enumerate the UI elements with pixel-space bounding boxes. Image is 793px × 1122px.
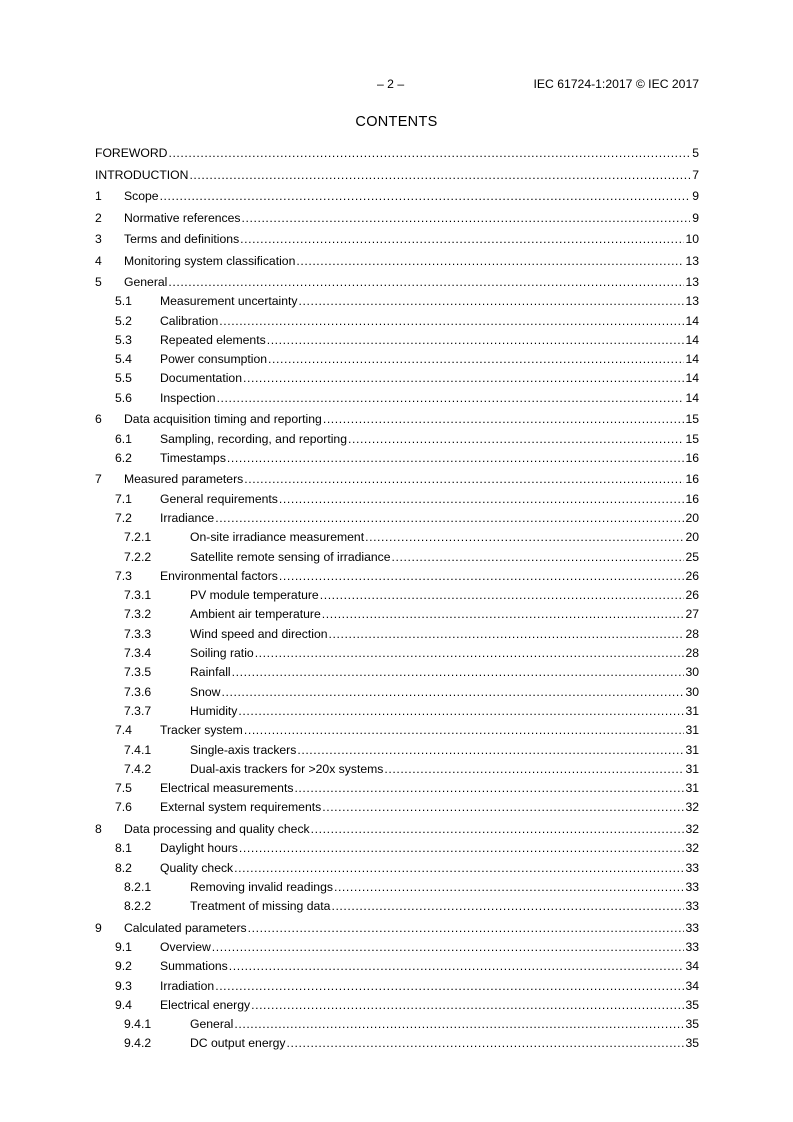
toc-entry-number: 5.2 (115, 313, 132, 328)
dot-leader (217, 391, 685, 406)
toc-entry-title: Power consumption (160, 352, 268, 367)
toc-entry-number: 5.6 (115, 390, 132, 405)
toc-entry-page: 32 (685, 841, 699, 856)
toc-entry-page: 14 (685, 313, 699, 328)
dot-leader (215, 511, 684, 526)
toc-entry-number: 6 (95, 412, 102, 427)
toc-entry-number: 7.3.1 (124, 588, 152, 603)
toc-entry-page: 13 (685, 294, 699, 309)
toc-entry-number: 9.3 (115, 978, 132, 993)
page-header (95, 77, 699, 93)
toc-entry-page: 14 (685, 352, 699, 367)
dot-leader (255, 646, 685, 661)
toc-entry-number: 5.3 (115, 332, 132, 347)
toc-entry-title: INTRODUCTION (95, 167, 189, 182)
toc-entry-title: Treatment of missing data (190, 899, 331, 914)
dot-leader (329, 627, 685, 642)
toc-entry-page: 33 (685, 860, 699, 875)
toc-entry-page: 9 (692, 189, 699, 203)
toc-entry-title: Environmental factors (160, 568, 278, 583)
toc-entry-number: 7.2 (115, 510, 132, 525)
toc-entry[interactable] (95, 704, 699, 719)
toc-entry-page: 33 (685, 920, 699, 935)
toc-entry-title: Terms and definitions (124, 232, 240, 246)
toc-entry-number: 8.1 (115, 841, 132, 856)
toc-entry-page: 31 (685, 703, 699, 718)
toc-entry-title: Irradiation (160, 978, 215, 993)
toc-entry-title: Ambient air temperature (190, 607, 321, 622)
toc-entry-title: External system requirements (160, 800, 322, 815)
toc-entry-number: 7.3.4 (124, 646, 152, 661)
toc-entry-page: 34 (685, 978, 699, 993)
toc-entry-page: 7 (692, 167, 699, 182)
toc-entry-title: Electrical measurements (160, 781, 294, 796)
toc-entry-page: 30 (685, 684, 699, 699)
toc-entry[interactable] (95, 511, 699, 526)
toc-entry-number: 9.2 (115, 959, 132, 974)
toc-entry-number: 7.2.2 (124, 549, 152, 564)
toc-entry-page: 9 (692, 210, 699, 225)
toc-entry-page: 20 (685, 510, 699, 525)
toc-entry[interactable] (95, 1036, 699, 1051)
dot-leader (297, 743, 684, 758)
toc-entry[interactable] (95, 530, 699, 545)
toc-entry[interactable] (95, 781, 699, 796)
toc-entry-page: 26 (685, 588, 699, 603)
toc-entry-title: Calculated parameters (124, 920, 247, 935)
toc-entry[interactable] (95, 451, 699, 466)
toc-entry-number: 7.5 (115, 781, 132, 796)
dot-leader (160, 189, 690, 204)
toc-entry-page: 35 (685, 997, 699, 1012)
toc-entry-title: Irradiance (160, 510, 215, 525)
toc-entry-page: 15 (685, 431, 699, 446)
toc-entry-number: 7.3.7 (124, 703, 152, 718)
toc-entry-page: 32 (685, 800, 699, 815)
dot-leader (365, 530, 684, 545)
toc-entry-page: 16 (685, 491, 699, 506)
dot-leader (215, 979, 684, 994)
dot-leader (242, 211, 690, 226)
toc-entry-page: 35 (685, 1017, 699, 1032)
toc-entry-number: 7.3.2 (124, 607, 152, 622)
dot-leader (331, 899, 684, 914)
toc-entry-number: 7.3 (115, 568, 132, 583)
toc-entry-title: Inspection (160, 390, 216, 405)
toc-entry-title: On-site irradiance measurement (190, 530, 365, 545)
toc-entry-title: Documentation (160, 371, 242, 386)
contents-title: CONTENTS (355, 114, 438, 130)
dot-leader (222, 685, 685, 700)
toc-entry-number: 7.3.5 (124, 665, 152, 680)
toc-entry[interactable] (95, 275, 699, 290)
toc-entry[interactable] (95, 665, 699, 680)
toc-entry[interactable] (95, 762, 699, 777)
toc-entry-number: 5 (95, 275, 102, 289)
toc-entry-title: Scope (124, 189, 159, 203)
toc-entry-title: Calibration (160, 313, 219, 328)
toc-entry-title: Soiling ratio (190, 646, 254, 661)
toc-entry[interactable] (95, 646, 699, 661)
toc-entry-page: 33 (685, 939, 699, 954)
toc-entry-number: 9 (95, 920, 102, 935)
toc-entry[interactable] (95, 189, 699, 204)
dot-leader (168, 146, 690, 161)
toc-entry[interactable] (95, 314, 699, 329)
toc-entry-title: Electrical energy (160, 997, 251, 1012)
toc-entry[interactable] (95, 588, 699, 603)
toc-entry-title: Satellite remote sensing of irradiance (190, 549, 391, 564)
toc-entry-number: 8.2.1 (124, 879, 152, 894)
toc-entry-title: General requirements (160, 491, 278, 506)
standard-reference: IEC 61724-1:2017 © IEC 2017 (533, 77, 699, 91)
dot-leader (219, 314, 684, 329)
toc-entry[interactable] (95, 959, 699, 974)
dot-leader (323, 412, 685, 427)
toc-entry[interactable] (95, 979, 699, 994)
dot-leader (229, 959, 685, 974)
toc-entry-page: 28 (685, 646, 699, 661)
toc-entry-title: Dual-axis trackers for >20x systems (190, 761, 384, 776)
toc-entry-page: 31 (685, 761, 699, 776)
toc-entry-page: 15 (685, 412, 699, 427)
dot-leader (248, 921, 685, 936)
toc-entry[interactable] (95, 921, 699, 936)
toc-entry-page: 31 (685, 781, 699, 796)
toc-entry-page: 31 (685, 742, 699, 757)
toc-entry[interactable] (95, 861, 699, 876)
dot-leader (234, 861, 684, 876)
dot-leader (244, 472, 684, 487)
toc-entry-number: 7.3.6 (124, 684, 152, 699)
toc-entry-number: 1 (95, 189, 102, 203)
toc-entry[interactable] (95, 432, 699, 447)
toc-entry-title: General (190, 1017, 234, 1032)
toc-entry-number: 7.1 (115, 491, 132, 506)
toc-entry-page: 14 (685, 332, 699, 347)
toc-entry[interactable] (95, 254, 699, 269)
dot-leader (168, 275, 684, 290)
toc-entry[interactable] (95, 371, 699, 386)
toc-entry-title: General (124, 275, 168, 289)
toc-entry-number: 5.5 (115, 371, 132, 386)
dot-leader (384, 762, 684, 777)
dot-leader (322, 607, 685, 622)
toc-entry-number: 7.4.1 (124, 742, 152, 757)
dot-leader (240, 232, 684, 247)
toc-entry-title: Humidity (190, 703, 238, 718)
toc-entry-number: 8.2 (115, 860, 132, 875)
toc-entry-title: Sampling, recording, and reporting (160, 431, 347, 446)
toc-entry-title: Timestamps (160, 450, 226, 465)
toc-entry-page: 30 (685, 665, 699, 680)
toc-entry-title: Measured parameters (124, 472, 244, 487)
toc-entry-page: 13 (685, 253, 699, 268)
dot-leader (232, 665, 685, 680)
toc-entry[interactable] (95, 168, 699, 183)
toc-entry-number: 7.2.1 (124, 530, 152, 545)
toc-entry[interactable] (95, 627, 699, 642)
dot-leader (227, 451, 685, 466)
toc-entry-number: 6.1 (115, 431, 132, 446)
toc-entry-page: 31 (685, 723, 699, 738)
toc-entry-number: 5.1 (115, 294, 132, 309)
toc-entry[interactable] (95, 685, 699, 700)
dot-leader (244, 723, 685, 738)
toc-entry-number: 4 (95, 253, 102, 268)
toc-entry-title: Summations (160, 959, 228, 974)
toc-entry[interactable] (95, 800, 699, 815)
toc-entry[interactable] (95, 391, 699, 406)
toc-entry-page: 20 (685, 530, 699, 545)
dot-leader (239, 841, 685, 856)
dot-leader (234, 1017, 684, 1032)
toc-entry-page: 33 (685, 899, 699, 914)
toc-entry-number: 6.2 (115, 450, 132, 465)
toc-entry-number: 7.3.3 (124, 626, 152, 641)
toc-entry-title: Measurement uncertainty (160, 294, 298, 309)
toc-entry-title: Rainfall (190, 665, 231, 680)
toc-entry-number: 7.6 (115, 800, 132, 815)
dot-leader (311, 822, 685, 837)
toc-entry-page: 27 (685, 607, 699, 622)
toc-entry-number: 3 (95, 232, 102, 246)
toc-entry-title: Data acquisition timing and reporting (124, 412, 322, 427)
toc-entry[interactable] (95, 352, 699, 367)
toc-entry[interactable] (95, 333, 699, 348)
toc-entry[interactable] (95, 940, 699, 955)
toc-entry-number: 8 (95, 821, 102, 836)
dot-leader (294, 781, 684, 796)
dot-leader (268, 352, 684, 367)
toc-entry[interactable] (95, 472, 699, 487)
dot-leader (279, 492, 685, 507)
page-number: – 2 – (377, 77, 405, 91)
toc-entry-title: Daylight hours (160, 841, 238, 856)
toc-entry-title: Single-axis trackers (190, 742, 297, 757)
toc-entry[interactable] (95, 550, 699, 565)
toc-entry[interactable] (95, 841, 699, 856)
toc-entry-page: 5 (692, 146, 699, 160)
dot-leader (348, 432, 684, 447)
toc-entry-page: 33 (685, 879, 699, 894)
toc-entry-title: DC output energy (190, 1036, 286, 1051)
dot-leader (322, 800, 684, 815)
toc-entry[interactable] (95, 211, 699, 226)
toc-entry[interactable] (95, 294, 699, 309)
toc-entry[interactable] (95, 232, 699, 247)
toc-entry[interactable] (95, 492, 699, 507)
toc-entry-page: 14 (685, 371, 699, 386)
toc-entry-title: Quality check (160, 860, 234, 875)
toc-entry[interactable] (95, 822, 699, 837)
dot-leader (279, 569, 685, 584)
dot-leader (287, 1036, 685, 1051)
toc-entry-title: Wind speed and direction (190, 626, 328, 641)
toc-entry-number: 9.4.1 (124, 1017, 152, 1032)
toc-entry[interactable] (95, 880, 699, 895)
toc-entry-number: 8.2.2 (124, 899, 152, 914)
toc-entry-title: Snow (190, 684, 221, 699)
toc-entry[interactable] (95, 899, 699, 914)
toc-entry-title: Overview (160, 939, 211, 954)
dot-leader (212, 940, 685, 955)
toc-entry-number: 9.1 (115, 939, 132, 954)
dot-leader (299, 294, 685, 309)
toc-entry-number: 2 (95, 210, 102, 225)
dot-leader (267, 333, 685, 348)
toc-entry-page: 25 (685, 549, 699, 564)
toc-entry-title: PV module temperature (190, 588, 319, 603)
toc-entry-title: Tracker system (160, 723, 243, 738)
toc-entry[interactable] (95, 998, 699, 1013)
toc-entry-page: 35 (685, 1036, 699, 1051)
toc-entry-number: 7.4.2 (124, 761, 152, 776)
dot-leader (334, 880, 684, 895)
toc-entry[interactable] (95, 723, 699, 738)
toc-entry[interactable] (95, 412, 699, 427)
toc-entry-title: Removing invalid readings (190, 879, 333, 894)
toc-entry-title: Normative references (124, 210, 241, 225)
toc-entry[interactable] (95, 607, 699, 622)
toc-entry[interactable] (95, 569, 699, 584)
toc-entry-page: 13 (685, 275, 699, 289)
toc-entry[interactable] (95, 743, 699, 758)
toc-entry-page: 16 (685, 450, 699, 465)
toc-entry-number: 7 (95, 472, 102, 487)
toc-entry-number: 5.4 (115, 352, 132, 367)
toc-entry-title: Monitoring system classification (124, 253, 296, 268)
toc-entry[interactable] (95, 1017, 699, 1032)
toc-entry-page: 32 (685, 821, 699, 836)
dot-leader (238, 704, 684, 719)
toc-entry-page: 10 (685, 232, 699, 246)
toc-entry[interactable] (95, 146, 699, 161)
dot-leader (189, 168, 690, 183)
dot-leader (243, 371, 684, 386)
toc-entry-page: 26 (685, 568, 699, 583)
dot-leader (392, 550, 685, 565)
dot-leader (296, 254, 684, 269)
toc-entry-title: FOREWORD (95, 146, 168, 160)
toc-entry-number: 9.4 (115, 997, 132, 1012)
toc-entry-page: 16 (685, 472, 699, 487)
toc-entry-page: 14 (685, 390, 699, 405)
toc-entry-page: 28 (685, 626, 699, 641)
toc-entry-number: 9.4.2 (124, 1036, 152, 1051)
toc-entry-title: Data processing and quality check (124, 821, 310, 836)
dot-leader (320, 588, 685, 603)
table-of-contents (95, 146, 699, 1051)
toc-entry-number: 7.4 (115, 723, 132, 738)
toc-entry-title: Repeated elements (160, 332, 266, 347)
dot-leader (251, 998, 684, 1013)
toc-entry-page: 34 (685, 959, 699, 974)
